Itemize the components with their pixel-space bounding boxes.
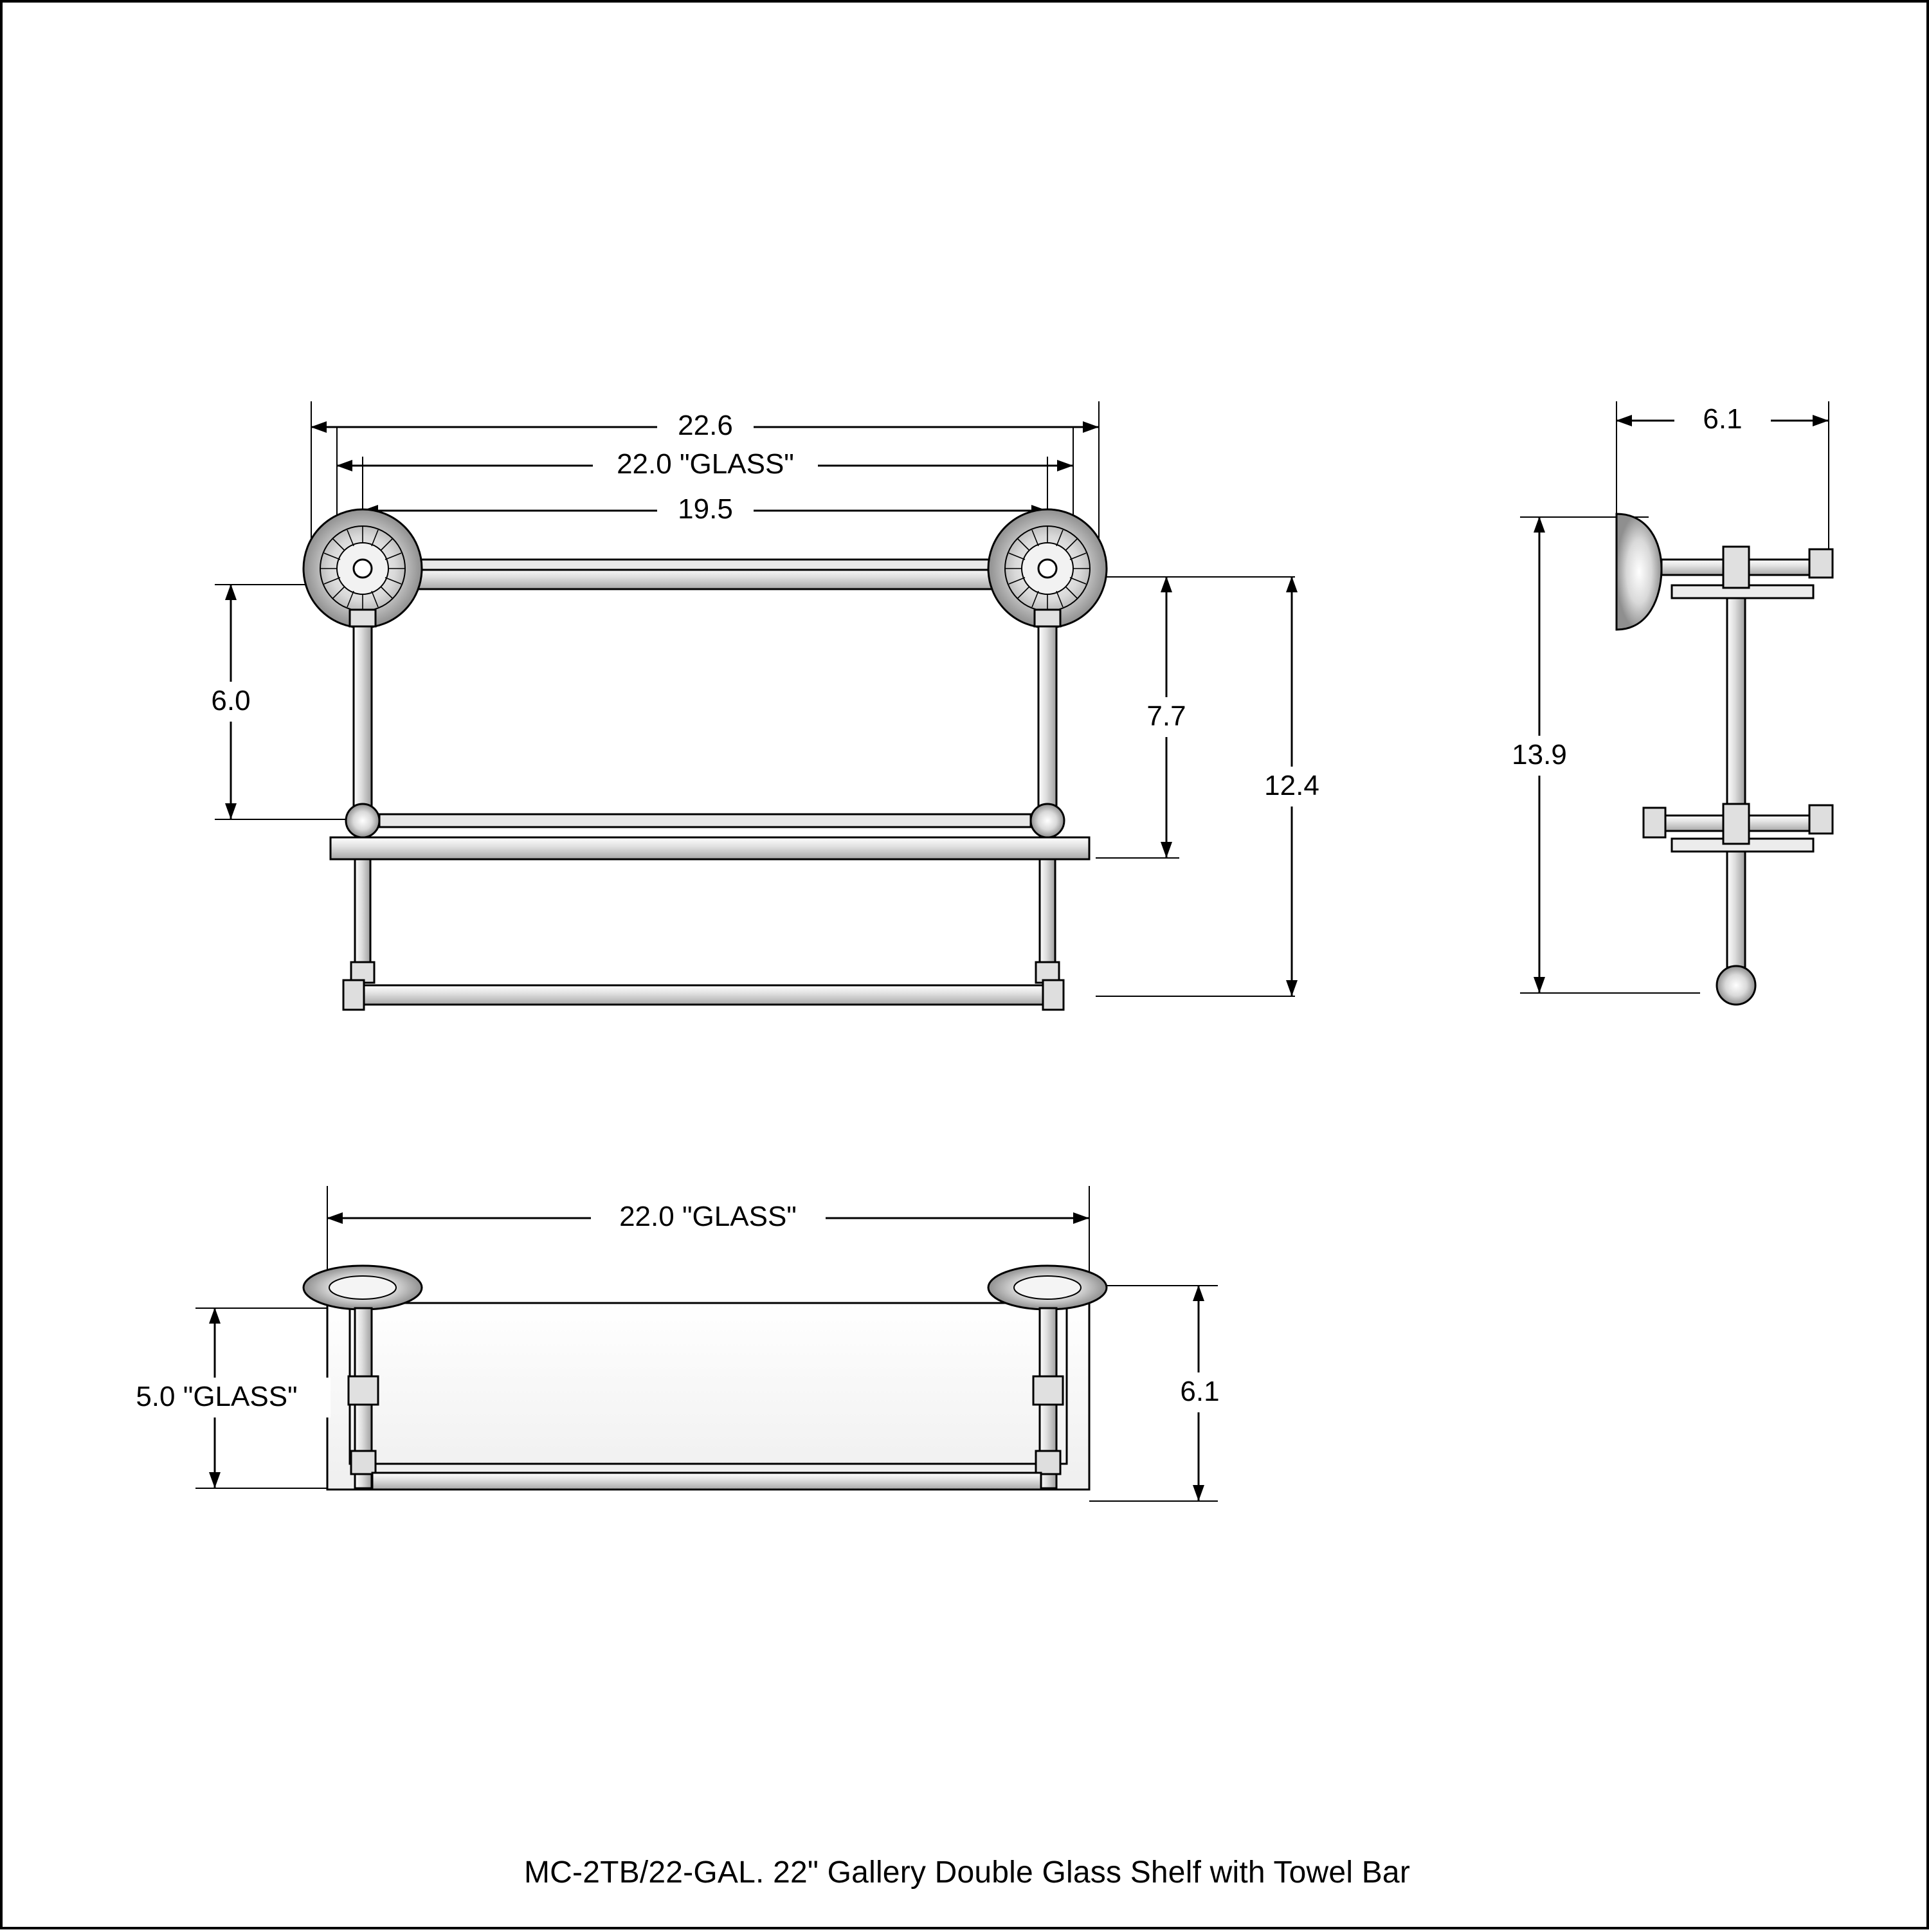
plan-towel-bar xyxy=(372,1473,1041,1490)
dim-label-6-0: 6.0 xyxy=(211,685,251,716)
plan-glass-shelf xyxy=(327,1303,1089,1490)
dim-label-22-6: 22.6 xyxy=(678,410,733,441)
top-plan-view xyxy=(105,1186,1247,1501)
dim-overall-height-12-4 xyxy=(1240,577,1346,996)
side-vertical-post xyxy=(1727,598,1745,817)
side-towel-bar-post xyxy=(1717,852,1755,1005)
dim-label-19-5: 19.5 xyxy=(678,493,733,525)
towel-bar xyxy=(343,980,1064,1010)
dim-label-12-4: 12.4 xyxy=(1264,770,1319,801)
side-upper-shelf-bracket xyxy=(1662,547,1833,598)
left-towel-bar-post xyxy=(351,859,374,983)
drawing-title: MC-2TB/22-GAL. 22" Gallery Double Glass Shelf with Towel Bar xyxy=(523,1855,1411,1890)
dim-upper-to-lower-7-7 xyxy=(1121,577,1211,858)
side-lower-shelf-bracket xyxy=(1644,804,1833,852)
dim-label-5-0-glass: 5.0 "GLASS" xyxy=(136,1381,298,1412)
dim-mount-center-19-5 xyxy=(363,490,1047,530)
dim-glass-width-22-0 xyxy=(337,445,1073,485)
lower-rail-left-knob xyxy=(346,804,379,837)
dim-side-depth-6-1 xyxy=(1617,400,1829,440)
lower-gallery-rail xyxy=(379,814,1031,827)
side-wall-plate xyxy=(1617,514,1662,630)
lower-rail-right-knob xyxy=(1031,804,1064,837)
front-elevation-view xyxy=(186,401,1346,1010)
dim-label-plan-6-1: 6.1 xyxy=(1180,1376,1220,1407)
dim-overall-width-22-6 xyxy=(311,406,1099,446)
side-elevation-view xyxy=(1487,400,1833,1005)
dim-shelf-spacing-6-0 xyxy=(186,585,276,819)
dim-plan-glass-width-22-0 xyxy=(327,1198,1089,1237)
right-towel-bar-post xyxy=(1036,859,1059,983)
left-vertical-post xyxy=(350,610,376,813)
plan-left-rosette xyxy=(303,1266,422,1309)
dim-side-height-13-9 xyxy=(1487,517,1593,993)
dim-label-7-7: 7.7 xyxy=(1146,700,1186,732)
upper-gallery-rail xyxy=(388,560,1064,570)
dim-plan-glass-depth-5-0 xyxy=(105,1308,331,1488)
dim-label-side-6-1: 6.1 xyxy=(1703,403,1743,435)
technical-drawing-canvas xyxy=(3,3,1929,1932)
dim-label-plan-22-0-glass: 22.0 "GLASS" xyxy=(619,1201,797,1232)
lower-glass-shelf xyxy=(331,837,1089,859)
right-vertical-post xyxy=(1035,610,1060,813)
dim-label-22-0-glass: 22.0 "GLASS" xyxy=(617,448,794,480)
dim-plan-depth-6-1 xyxy=(1154,1286,1247,1501)
plan-right-rosette xyxy=(988,1266,1107,1309)
dim-label-13-9: 13.9 xyxy=(1512,739,1567,770)
